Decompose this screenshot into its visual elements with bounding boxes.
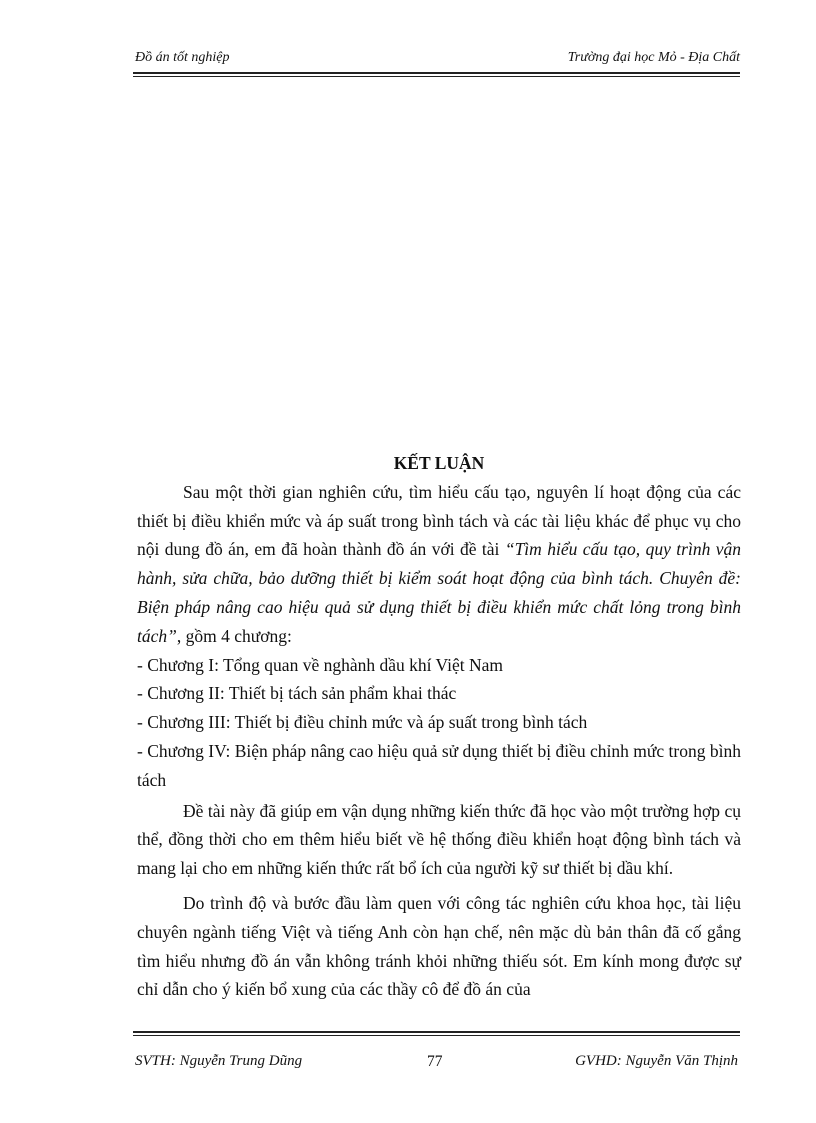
thesis-topic: “Tìm hiểu cấu tạo, quy trình vận hành, sửa chữa, bảo dưỡng thiết bị kiểm soát hoạt động của bình tách. Chuyên đề: Biện pháp nâng cao hiệu quả sử dụng thiết bị điều khiển mức chất lỏng trong bình tách” — [137, 539, 741, 646]
section-title: KẾT LUẬN — [393, 453, 485, 473]
page-content — [137, 449, 741, 1004]
page-number: 77 — [427, 1053, 443, 1070]
chapter-list — [137, 651, 741, 795]
page-footer — [133, 1049, 740, 1071]
chapter-item: - Chương I: Tổng quan về nghành dầu khí Việt Nam — [137, 654, 504, 675]
footer-student: SVTH: Nguyễn Trung Dũng — [135, 1053, 303, 1069]
intro-text: Sau một thời gian nghiên cứu, tìm hiểu cấu tạo, nguyên lí hoạt động của các thiết bị điều khiển mức và áp suất trong bình tách và các tài liệu khác để phục vụ cho nội dung đồ án, em đã hoàn thành đồ án với đề tài — [137, 481, 741, 560]
header-rule-thick — [133, 72, 740, 74]
header-rule-thin — [133, 76, 740, 77]
paragraph-intro — [137, 478, 741, 651]
header-university: Trường đại học Mỏ - Địa Chất — [567, 50, 740, 65]
footer-rule-thin — [133, 1035, 740, 1036]
paragraph-limitations: Do trình độ và bước đầu làm quen với công tác nghiên cứu khoa học, tài liệu chuyên ngành tiếng Việt và tiếng Anh còn hạn chế, nên mặc dù bản thân đã cố gắng tìm hiểu nhưng đồ án vẫn không tránh khỏi những thiếu sót. Em kính mong được sự chỉ dẫn cho ý kiến bổ xung của các thầy cô để đồ án của — [137, 892, 741, 1000]
chapter-item: - Chương II: Thiết bị tách sản phẩm khai thác — [137, 683, 457, 704]
chapter-item: - Chương III: Thiết bị điều chỉnh mức và áp suất trong bình tách — [137, 712, 588, 733]
chapter-item: - Chương IV: Biện pháp nâng cao hiệu quả sử dụng thiết bị điều chỉnh mức trong bình tách — [137, 740, 741, 790]
footer-advisor: GVHD: Nguyễn Văn Thịnh — [575, 1053, 738, 1069]
paragraph-benefit: Đề tài này đã giúp em vận dụng những kiến thức đã học vào một trường hợp cụ thể, đồng thời cho em thêm hiểu biết về hệ thống điều khiển hoạt động bình tách và mang lại cho em những kiến thức rất bổ ích của người kỹ sư thiết bị dầu khí. — [137, 800, 741, 879]
page-header — [133, 50, 740, 70]
footer-rule-thick — [133, 1031, 740, 1033]
header-document-type: Đồ án tốt nghiệp — [135, 50, 230, 65]
intro-text-end: , gồm 4 chương: — [176, 625, 292, 646]
